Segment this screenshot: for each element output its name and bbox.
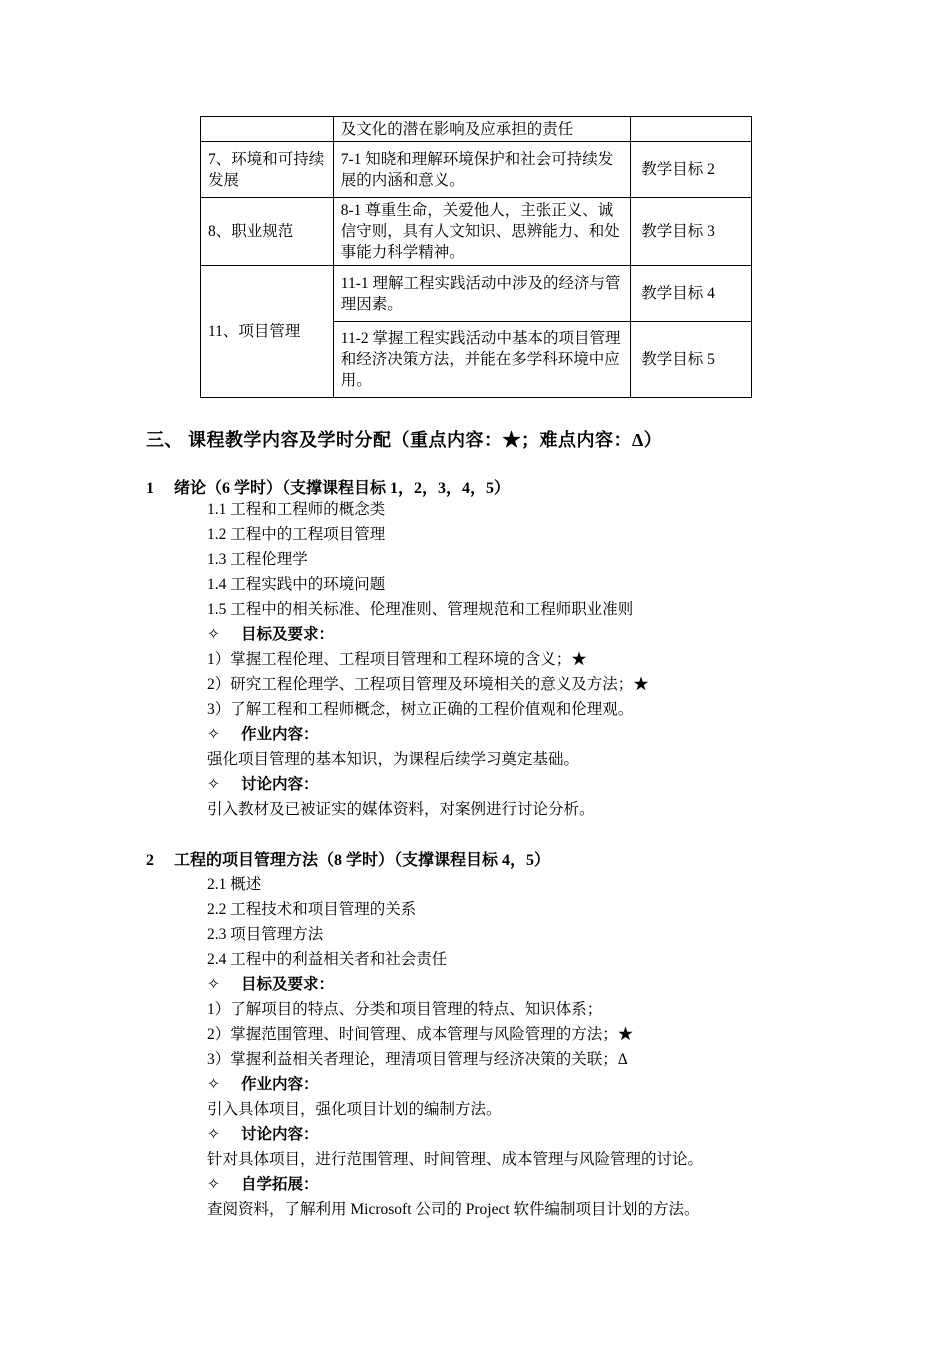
paragraph: 引入具体项目，强化项目计划的编制方法。: [207, 1101, 502, 1118]
table-cell: 8-1 尊重生命，关爱他人，主张正义、诚信守则，具有人文知识、思辨能力、和处事能力科学精神。: [333, 198, 630, 266]
table-cell: 7、环境和可持续发展: [201, 142, 334, 198]
table-cell: 教学目标 5: [631, 322, 752, 398]
list-item: 1.5 工程中的相关标准、伦理准则、管理规范和工程师职业准则: [207, 601, 634, 618]
table-row: [201, 117, 752, 142]
paragraph: 引入教材及已被证实的媒体资料，对案例进行讨论分析。: [207, 801, 595, 818]
list-item: 1）了解项目的特点、分类和项目管理的特点、知识体系；: [207, 1001, 603, 1018]
list-item: 2.2 工程技术和项目管理的关系: [207, 901, 417, 918]
table-cell: 教学目标 3: [631, 198, 752, 266]
list-item: 1.1 工程和工程师的概念类: [207, 501, 386, 518]
chapter-title: 工程的项目管理方法（8 学时）（支撑课程目标 4，5）: [174, 852, 551, 869]
table-cell: 11-1 理解工程实践活动中涉及的经济与管理因素。: [333, 266, 630, 322]
subheading: [207, 972, 334, 994]
paragraph: 查阅资料，了解利用 Microsoft 公司的 Project 软件编制项目计划的方法。: [207, 1201, 700, 1218]
list-item: 2.1 概述: [207, 876, 262, 893]
diamond-icon: ✧: [207, 1176, 220, 1193]
paragraph: 针对具体项目，进行范围管理、时间管理、成本管理与风险管理的讨论。: [207, 1151, 704, 1168]
list-item: 2.3 项目管理方法: [207, 926, 324, 943]
section-title: 三、 课程教学内容及学时分配（重点内容：★；难点内容：Δ）: [146, 430, 663, 450]
subheading-label: 自学拓展：: [241, 1176, 319, 1193]
diamond-icon: ✧: [207, 976, 220, 993]
subheading: [207, 722, 319, 744]
list-item: 2）掌握范围管理、时间管理、成本管理与风险管理的方法；★: [207, 1026, 634, 1043]
table-row: [201, 198, 752, 266]
list-item: 3）了解工程和工程师概念，树立正确的工程价值观和伦理观。: [207, 701, 634, 718]
subheading: [207, 1072, 319, 1094]
chapter-heading: [146, 475, 510, 498]
table-cell: [631, 117, 752, 142]
table-cell: 教学目标 4: [631, 266, 752, 322]
diamond-icon: ✧: [207, 1076, 220, 1093]
table-cell: 11-2 掌握工程实践活动中基本的项目管理和经济决策方法，并能在多学科环境中应用。: [333, 322, 630, 398]
list-item: 1）掌握工程伦理、工程项目管理和工程环境的含义；★: [207, 651, 587, 668]
table-cell: 11、项目管理: [201, 266, 334, 398]
subheading: [207, 622, 334, 644]
diamond-icon: ✧: [207, 626, 220, 643]
subheading: [207, 772, 319, 794]
table-row: [201, 142, 752, 198]
chapter-number: 1: [146, 480, 154, 497]
table-cell: 8、职业规范: [201, 198, 334, 266]
requirements-table: [200, 116, 752, 398]
subheading-label: 讨论内容：: [241, 1126, 319, 1143]
subheading-label: 作业内容：: [241, 1076, 319, 1093]
table-cell: 7-1 知晓和理解环境保护和社会可持续发展的内涵和意义。: [333, 142, 630, 198]
subheading: [207, 1172, 319, 1194]
table-cell: 教学目标 2: [631, 142, 752, 198]
subheading-label: 目标及要求：: [241, 976, 335, 993]
table-row: [201, 266, 752, 322]
diamond-icon: ✧: [207, 726, 220, 743]
subheading: [207, 1122, 319, 1144]
diamond-icon: ✧: [207, 776, 220, 793]
list-item: 2）研究工程伦理学、工程项目管理及环境相关的意义及方法；★: [207, 676, 649, 693]
table-cell: [201, 117, 334, 142]
list-item: 1.2 工程中的工程项目管理: [207, 526, 386, 543]
list-item: 2.4 工程中的利益相关者和社会责任: [207, 951, 448, 968]
subheading-label: 讨论内容：: [241, 776, 319, 793]
list-item: 3）掌握利益相关者理论，理清项目管理与经济决策的关联；Δ: [207, 1051, 628, 1068]
list-item: 1.3 工程伦理学: [207, 551, 308, 568]
table-cell: 及文化的潜在影响及应承担的责任: [333, 117, 630, 142]
chapter-title: 绪论（6 学时）（支撑课程目标 1，2，3，4，5）: [174, 480, 511, 497]
paragraph: 强化项目管理的基本知识，为课程后续学习奠定基础。: [207, 751, 580, 768]
chapter-heading: [146, 847, 550, 870]
subheading-label: 作业内容：: [241, 726, 319, 743]
chapter-number: 2: [146, 852, 154, 869]
list-item: 1.4 工程实践中的环境问题: [207, 576, 386, 593]
diamond-icon: ✧: [207, 1126, 220, 1143]
subheading-label: 目标及要求：: [241, 626, 335, 643]
